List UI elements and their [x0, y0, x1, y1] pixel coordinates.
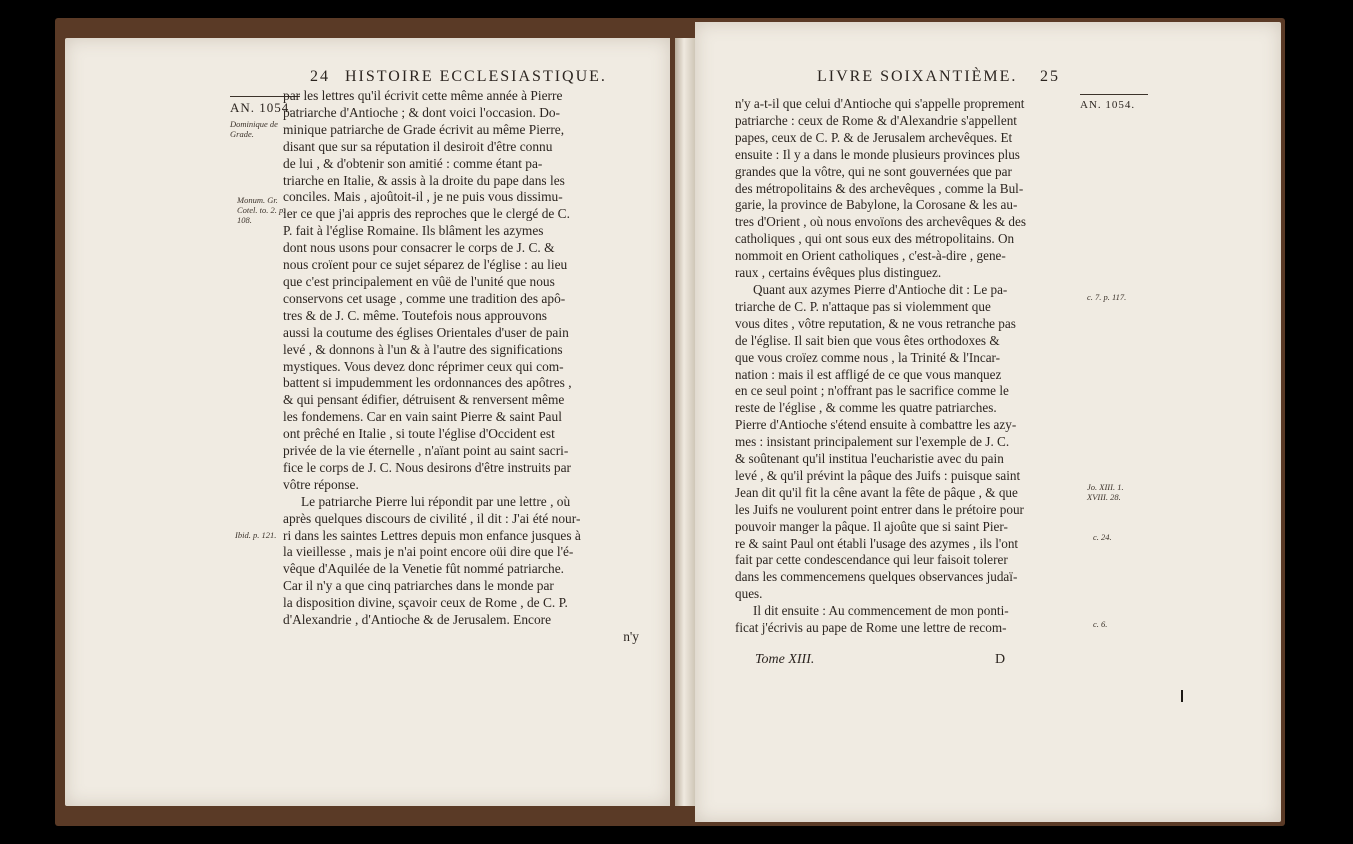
text-line: par les lettres qu'il écrivit cette même année à Pierre: [283, 88, 563, 103]
text-line: catholiques , qui ont sous eux des métropolitains. On: [735, 231, 1015, 247]
text-line: papes, ceux de C. P. & de Jerusalem archevêques. Et: [735, 129, 1013, 145]
running-head-left: HISTOIRE ECCLESIASTIQUE.: [345, 68, 607, 85]
text-line: patriarche d'Antioche ; & dont voici l'occasion. Do-: [283, 104, 561, 120]
margin-note: Dominique de: [230, 119, 278, 129]
text-line: conciles. Mais , ajoûtoit-il , je ne puis vous dissimu-: [283, 189, 563, 205]
text-line: dans les commencemens quelques observances judaï-: [735, 569, 1018, 585]
text-line: triarche en Italie, & assis à la droite du pape dans les: [283, 172, 565, 188]
text-line: grandes que la vôtre, qui ne sont gouvernées que par: [735, 163, 1012, 179]
margin-note: Jo. XIII. 1.: [1087, 482, 1124, 492]
text-line: conservons cet usage , comme une tradition des apô-: [283, 290, 566, 306]
text-line: ques.: [735, 586, 763, 602]
text-line: vôtre réponse.: [283, 476, 359, 492]
text-line: ficat j'écrivis au pape de Rome une lettre de recom-: [735, 620, 1007, 636]
text-line: tres & de J. C. même. Toutefois nous approuvons: [283, 307, 547, 323]
text-line: d'Alexandrie , d'Antioche & de Jerusalem. Encore: [283, 612, 552, 628]
margin-note: Grade.: [230, 129, 254, 139]
margin-rule-right: [1080, 94, 1148, 95]
text-line: de l'église. Il sait bien que vous êtes orthodoxes &: [735, 332, 1000, 348]
left-page: [65, 38, 670, 806]
text-line: tres d'Orient , où nous envoïons des archevêques & des: [735, 214, 1026, 230]
page-number-left: 24: [310, 68, 330, 85]
page-number-right: 25: [1040, 68, 1060, 85]
running-head-right: LIVRE SOIXANTIÈME.: [817, 68, 1018, 85]
text-line: Quant aux azymes Pierre d'Antioche dit : Le pa-: [753, 281, 1008, 297]
text-line: & soûtenant qu'il institua l'eucharistie avec du pain: [735, 451, 1004, 467]
text-line: minique patriarche de Grade écrivit au même Pierre,: [283, 121, 565, 137]
text-line: triarche de C. P. n'attaque pas si violemment que: [735, 298, 991, 314]
margin-note: 108.: [237, 215, 252, 225]
text-line: nommoit en Orient catholiques , c'est-à-dire , gene-: [735, 248, 1006, 264]
text-line: patriarche : ceux de Rome & d'Alexandrie s'appellent: [735, 112, 1017, 128]
text-line: mes : insistant principalement sur l'exemple de J. C.: [735, 434, 1010, 450]
text-line: garie, la province de Babylone, la Corosane & les au-: [735, 197, 1018, 213]
year-right: AN. 1054.: [1080, 99, 1136, 111]
text-line: nation : mais il est affligé de ce que vous manquez: [735, 366, 1002, 382]
text-line: re & saint Paul ont établi l'usage des azymes , ils l'ont: [735, 535, 1019, 551]
margin-note: Ibid. p. 121.: [235, 530, 277, 540]
footer-tome: Tome XIII.: [755, 652, 815, 667]
text-line: des métropolitains & des archevêques , comme la Bul-: [735, 180, 1024, 196]
year-left: AN. 1054.: [230, 100, 294, 115]
text-line: fait par cette condescendance qui leur faisoit tolerer: [735, 552, 1008, 568]
text-line: aussi la coutume des églises Orientales d'user de pain: [283, 324, 569, 340]
margin-note: Monum. Gr.: [237, 195, 278, 205]
text-line: de lui , & d'obtenir son amitié : comme étant pa-: [283, 155, 543, 171]
margin-note: c. 7. p. 117.: [1087, 292, 1127, 302]
text-line: ensuite : Il y a dans le monde plusieurs provinces plus: [735, 146, 1020, 162]
text-line: Il dit ensuite : Au commencement de mon ponti-: [753, 603, 1009, 619]
text-line: disant que sur sa réputation il desiroit d'être connu: [283, 138, 553, 154]
text-line: dont nous usons pour consacrer le corps de J. C. &: [283, 240, 555, 256]
text-line: mystiques. Vous devez donc réprimer ceux qui com-: [283, 358, 564, 374]
text-line: fice le corps de J. C. Nous desirons d'être instruits par: [283, 459, 572, 475]
book-gutter: [675, 38, 695, 806]
ink-mark: [1181, 690, 1183, 702]
margin-note: XVIII. 28.: [1087, 492, 1121, 502]
text-line: ont prêché en Italie , si toute l'église d'Occident est: [283, 426, 555, 442]
text-line: n'y a-t-il que celui d'Antioche qui s'appelle proprement: [735, 96, 1025, 111]
text-line: en ce seul point ; n'offrant pas le sacrifice comme le: [735, 383, 1009, 399]
text-line: privée de la vie éternelle , n'aïant point au saint sacri-: [283, 443, 569, 459]
text-line: la disposition divine, sçavoir ceux de Rome , de C. P.: [283, 595, 568, 611]
text-line: que c'est principalement en vûë de l'unité que nous: [283, 273, 555, 289]
text-line: que vous croïez comme nous , la Trinité & l'Incar-: [735, 349, 1001, 365]
text-line: raux , certains évêques plus distinguez.: [735, 265, 942, 281]
text-line: après quelques discours de civilité , il dit : J'ai été nour-: [283, 510, 581, 526]
text-line: vous dites , vôtre reputation, & ne vous retranche pas: [735, 315, 1016, 331]
margin-note: c. 6.: [1093, 619, 1108, 629]
text-line: Le patriarche Pierre lui répondit par une lettre , où: [301, 493, 571, 509]
body-text-right: [735, 96, 1078, 637]
text-line: les fondemens. Car en vain saint Pierre & saint Paul: [283, 409, 562, 425]
text-line: levé , & donnons à l'un & à l'autre des significations: [283, 341, 563, 357]
text-line: pouvoir manger la pâque. Il ajoûte que si saint Pier-: [735, 518, 1008, 534]
catchword-left: n'y: [623, 629, 639, 644]
right-page: [695, 22, 1281, 822]
text-line: vêque d'Aquilée de la Venetie fût nommé patriarche.: [283, 561, 565, 577]
text-line: ler ce que j'ai appris des reproches que le clergé de C.: [283, 206, 570, 222]
text-line: Car il n'y a que cinq patriarches dans le monde par: [283, 578, 554, 594]
text-line: Pierre d'Antioche s'étend ensuite à combattre les azy-: [735, 417, 1017, 433]
margin-note: c. 24.: [1093, 532, 1112, 542]
text-line: les Juifs ne voulurent point entrer dans le prétoire pour: [735, 501, 1024, 517]
text-line: la vieillesse , mais je n'ai point encore oüi dire que l'é-: [283, 544, 574, 560]
margin-note: Cotel. to. 2. p.: [237, 205, 286, 215]
text-line: reste de l'église , & comme les quatre patriarches.: [735, 400, 997, 416]
text-line: ri dans les saintes Lettres depuis mon enfance jusques à: [283, 527, 581, 543]
footer-signature: D: [995, 652, 1006, 667]
body-text-left: [283, 88, 639, 646]
text-line: nous croïent pour ce sujet séparez de l'église : au lieu: [283, 257, 568, 273]
text-line: levé , & qu'il prévint la pâque des Juifs : puisque saint: [735, 467, 1021, 483]
text-line: P. fait à l'église Romaine. Ils blâment les azymes: [283, 223, 544, 239]
text-line: & qui pensant édifier, détruisent & renversent même: [283, 392, 565, 408]
text-line: battent si impudemment les ordonnances des apôtres ,: [283, 375, 572, 391]
text-line: Jean dit qu'il fit la cêne avant la fête de pâque , & que: [735, 484, 1018, 500]
